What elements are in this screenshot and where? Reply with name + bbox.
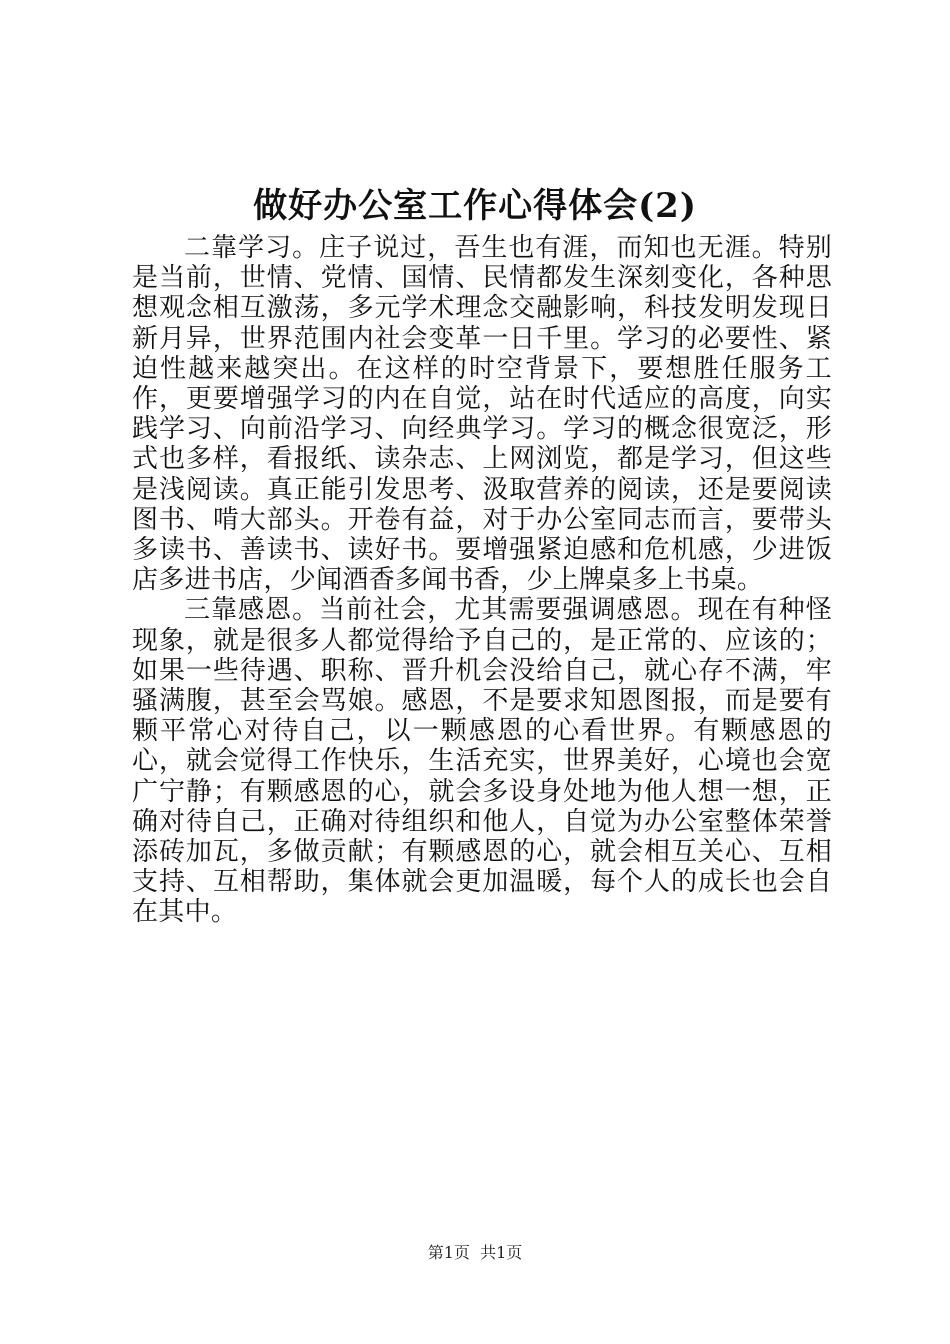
page-title: 做好办公室工作心得体会(2) bbox=[253, 186, 697, 226]
page-footer: 第1页 共1页 bbox=[427, 1243, 523, 1262]
paragraph-gratitude: 三靠感恩。当前社会，尤其需要强调感恩。现在有种怪现象，就是很多人都觉得给予自己的，是正常的、应该的；如果一些待遇、职称、晋升机会没给自己，就心存不满，牢骚满腹，甚至会骂娘。感恩，不是要求知恩图报，而是要有颗平常心对待自己，以一颗感恩的心看世界。有颗感恩的心，就会觉得工作快乐，生活充实，世界美好，心境也会宽广宁静；有颗感恩的心，就会多设身处地为他人想一想，正确对待自己，正确对待组织和他人，自觉为办公室整体荣誉添砖加瓦，多做贡献；有颗感恩的心，就会相互关心、互相支持、互相帮助，集体就会更加温暖，每个人的成长也会自在其中。 bbox=[132, 595, 832, 928]
paragraph-study: 二靠学习。庄子说过，吾生也有涯，而知也无涯。特别是当前，世情、党情、国情、民情都发生深刻变化，各种思想观念相互激荡，多元学术理念交融影响，科技发明发现日新月异，世界范围内社会变革一日千里。学习的必要性、紧迫性越来越突出。在这样的时空背景下，要想胜任服务工作，更要增强学习的内在自觉，站在时代适应的高度，向实践学习、向前沿学习、向经典学习。学习的概念很宽泛，形式也多样，看报纸、读杂志、上网浏览，都是学习，但这些是浅阅读。真正能引发思考、汲取营养的阅读，还是要阅读图书、啃大部头。开卷有益，对于办公室同志而言，要带头多读书、善读书、读好书。要增强紧迫感和危机感，少进饭店多进书店，少闻酒香多闻书香，少上牌桌多上书桌。 bbox=[132, 233, 832, 596]
body-text bbox=[132, 233, 832, 928]
